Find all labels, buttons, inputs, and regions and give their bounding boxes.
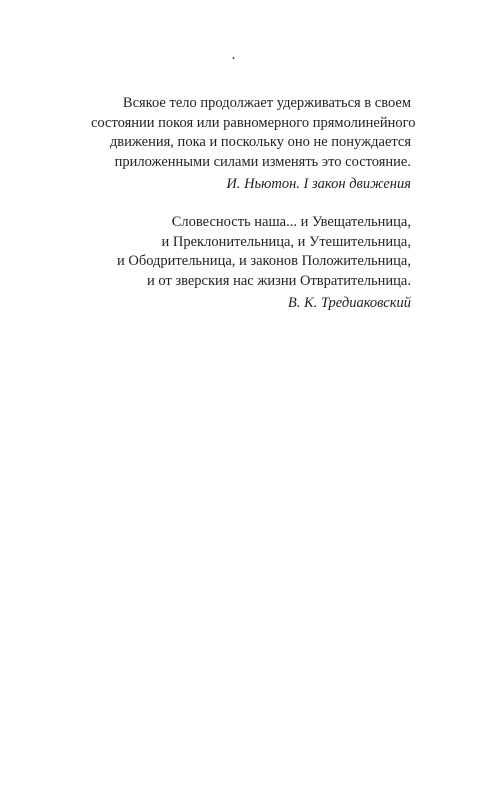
epigraph-line: Словесность наша... и Увещательница,	[171, 214, 411, 230]
epigraph-line: Всякое тело продолжает удерживаться в своем	[122, 95, 411, 111]
epigraph-line: приложенными силами изменять это состояние.	[114, 153, 411, 170]
epigraph-author: И. Ньютон. I закон движения	[226, 176, 411, 192]
epigraph-newton	[91, 94, 416, 195]
ornament-dot: ·	[231, 51, 236, 67]
epigraph-line: и от зверския нас жизни Отвратительница.	[146, 272, 411, 289]
epigraph-line: и Ободрительница, и законов Положительница,	[116, 253, 411, 269]
epigraph-line: движения, пока и поскольку оно не понуждается	[109, 134, 411, 150]
epigraph-line: и Преклонительница, и Утешительница,	[161, 233, 411, 250]
epigraph-trediakovsky	[91, 213, 411, 314]
epigraph-author: В. К. Тредиаковский	[287, 295, 411, 311]
epigraph-line: состоянии покоя или равномерного прямолинейного	[91, 114, 416, 131]
